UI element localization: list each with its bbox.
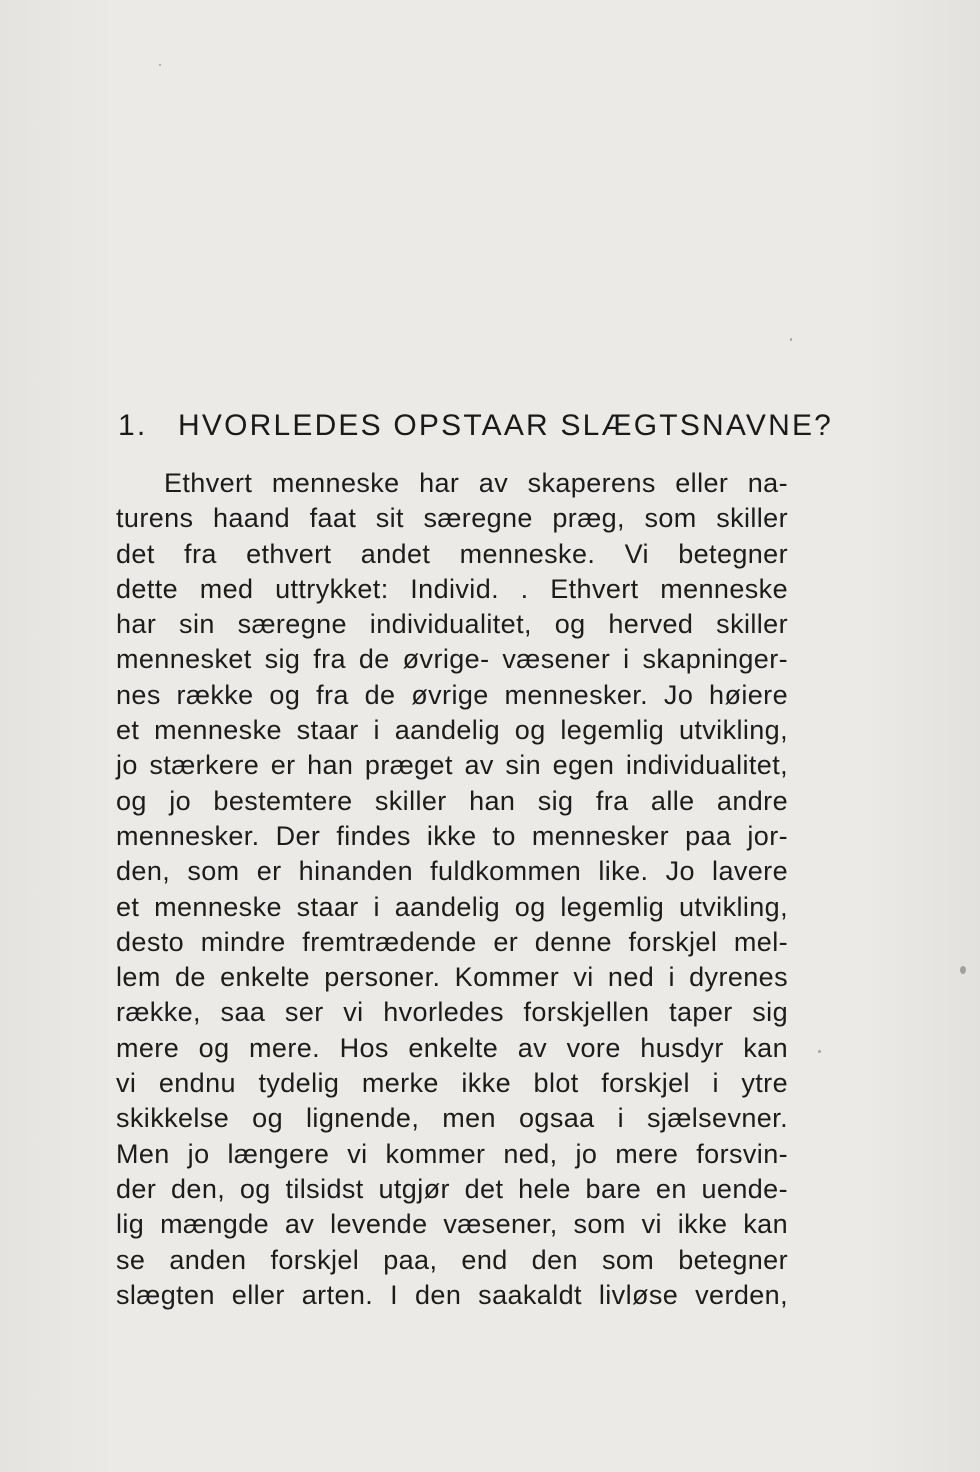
text-line: slægten eller arten. I den saakaldt livløse verden, xyxy=(116,1279,788,1310)
text-line: og jo bestemtere skiller han sig fra alle andre xyxy=(116,785,788,816)
text-line: lig mængde av levende væsener, som vi ikke kan xyxy=(116,1209,788,1240)
text-line: mennesket sig fra de øvrige- væsener i skapninger- xyxy=(116,644,788,675)
text-line: nes række og fra de øvrige mennesker. Jo høiere xyxy=(116,679,788,710)
text-line: mennesker. Der findes ikke to mennesker paa jor- xyxy=(116,820,788,851)
body-paragraph xyxy=(116,466,788,1313)
paper-speck xyxy=(790,338,792,341)
text-line: turens haand faat sit særegne præg, som skiller xyxy=(116,503,788,534)
text-line: se anden forskjel paa, end den som betegner xyxy=(116,1244,788,1275)
text-line: Men jo længere vi kommer ned, jo mere forsvin- xyxy=(116,1138,788,1169)
text-line: vi endnu tydelig merke ikke blot forskjel i ytre xyxy=(116,1068,788,1099)
text-line: har sin særegne individualitet, og herved skiller xyxy=(116,609,788,640)
text-line: desto mindre fremtrædende er denne forskjel mel- xyxy=(116,926,788,957)
text-line: Ethvert menneske har av skaperens eller na- xyxy=(164,468,788,498)
text-line: lem de enkelte personer. Kommer vi ned i dyrenes xyxy=(116,962,788,993)
paper-speck xyxy=(159,64,161,66)
text-line: mere og mere. Hos enkelte av vore husdyr kan xyxy=(116,1032,788,1063)
text-line: et menneske staar i aandelig og legemlig utvikling, xyxy=(116,891,788,922)
text-line: et menneske staar i aandelig og legemlig utvikling, xyxy=(116,715,788,746)
paper-speck xyxy=(818,1050,821,1053)
text-line: jo stærkere er han præget av sin egen individualitet, xyxy=(116,750,788,781)
text-line: dette med uttrykket: Individ. . Ethvert menneske xyxy=(116,573,788,604)
chapter-heading xyxy=(118,404,834,448)
heading-title: HVORLEDES OPSTAAR SLÆGTSNAVNE? xyxy=(178,409,834,442)
text-line: det fra ethvert andet menneske. Vi betegner xyxy=(116,538,788,569)
text-line: den, som er hinanden fuldkommen like. Jo lavere xyxy=(116,856,788,887)
text-line: der den, og tilsidst utgjør det hele bare en uende- xyxy=(116,1173,788,1204)
paper-speck xyxy=(960,966,966,974)
section-number: 1. xyxy=(118,409,148,442)
text-line: række, saa ser vi hvorledes forskjellen taper sig xyxy=(116,997,788,1028)
text-line: skikkelse og lignende, men ogsaa i sjælsevner. xyxy=(116,1103,788,1134)
